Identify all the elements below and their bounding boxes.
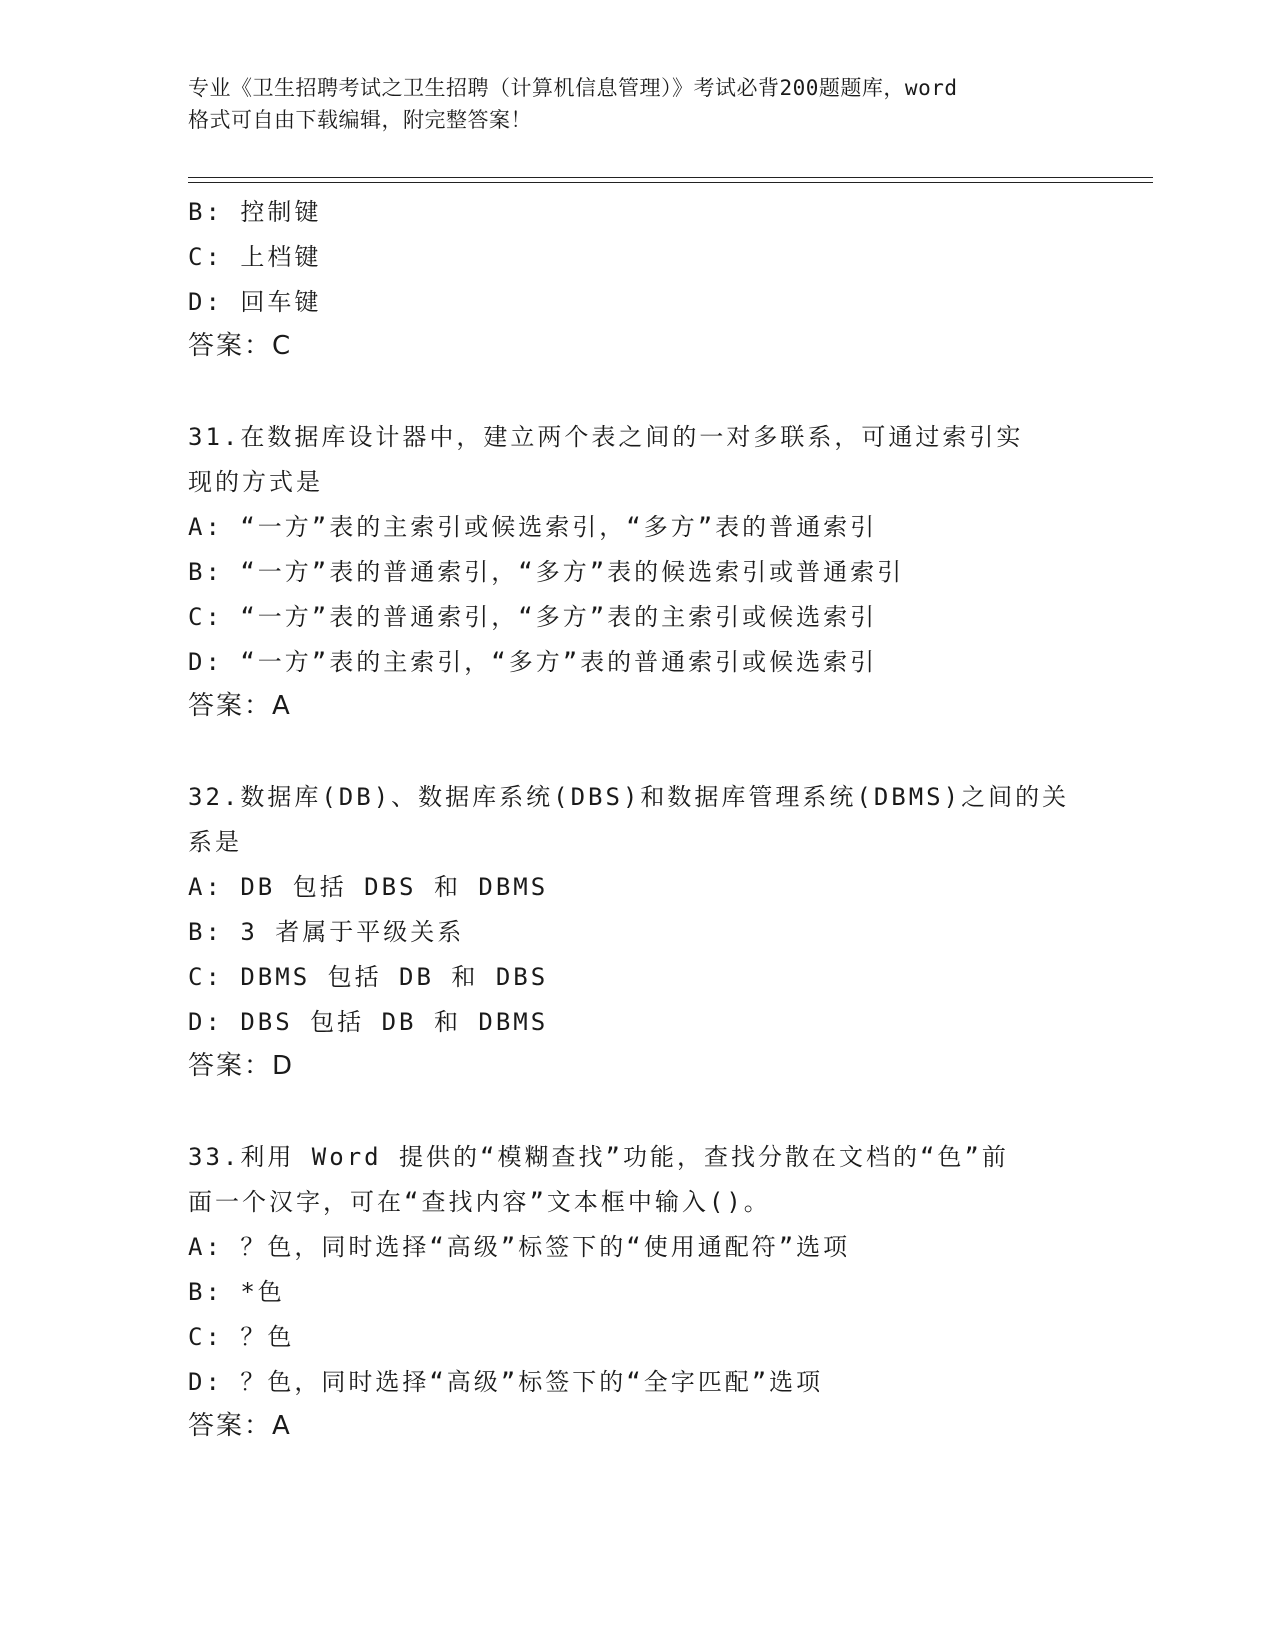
q32-option-c: C: DBMS 包括 DB 和 DBS (188, 963, 549, 991)
q31-answer: 答案：A (188, 691, 292, 721)
q30-answer: 答案：C (188, 331, 293, 361)
q30-option-c: C: 上档键 (188, 243, 322, 271)
q32-option-a: A: DB 包括 DBS 和 DBMS (188, 873, 549, 901)
q31-option-d: D: “一方”表的主索引，“多方”表的普通索引或候选索引 (188, 648, 878, 676)
q31-stem-line-2: 现的方式是 (188, 468, 323, 496)
q33-answer: 答案：A (188, 1411, 292, 1441)
q31-option-c: C: “一方”表的普通索引，“多方”表的主索引或候选索引 (188, 603, 878, 631)
header-line-2: 格式可自由下载编辑，附完整答案！ (188, 108, 532, 132)
q33-option-d: D: ？色，同时选择“高级”标签下的“全字匹配”选项 (188, 1368, 824, 1396)
q33-option-c: C: ？色 (188, 1323, 295, 1351)
q30-option-b: B: 控制键 (188, 198, 322, 226)
q32-option-d: D: DBS 包括 DB 和 DBMS (188, 1008, 549, 1036)
q31-option-b: B: “一方”表的普通索引，“多方”表的候选索引或普通索引 (188, 558, 905, 586)
document-header (188, 72, 1088, 136)
header-line-1: 专业《卫生招聘考试之卫生招聘（计算机信息管理）》考试必背200题题库，word (188, 76, 958, 100)
q32-stem-line-2: 系是 (188, 828, 242, 856)
q33-stem-line-1: 33.利用 Word 提供的“模糊查找”功能，查找分散在文档的“色”前 (188, 1143, 1009, 1171)
q33-option-a: A: ？色，同时选择“高级”标签下的“使用通配符”选项 (188, 1233, 851, 1261)
q32-answer: 答案：D (188, 1051, 295, 1081)
q31-stem-line-1: 31.在数据库设计器中，建立两个表之间的一对多联系，可通过索引实 (188, 423, 1024, 451)
q33-stem-line-2: 面一个汉字，可在“查找内容”文本框中输入()。 (188, 1188, 771, 1216)
header-divider-top (188, 177, 1153, 178)
q32-stem-line-1: 32.数据库(DB)、数据库系统(DBS)和数据库管理系统(DBMS)之间的关 (188, 783, 1070, 811)
header-divider-bottom (188, 182, 1153, 183)
q32-option-b: B: 3 者属于平级关系 (188, 918, 465, 946)
q31-option-a: A: “一方”表的主索引或候选索引，“多方”表的普通索引 (188, 513, 878, 541)
q33-option-b: B: *色 (188, 1278, 285, 1306)
q30-option-d: D: 回车键 (188, 288, 322, 316)
